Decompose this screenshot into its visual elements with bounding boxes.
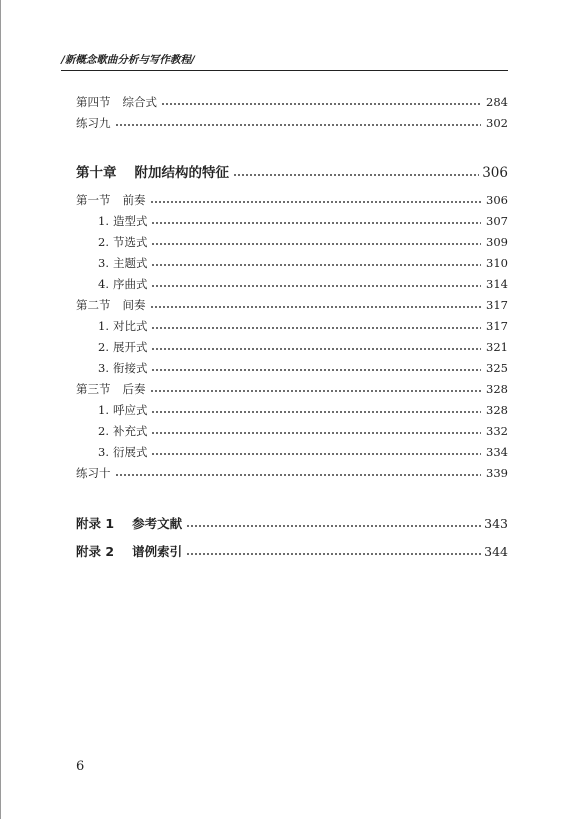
toc-entry[interactable] xyxy=(98,314,508,334)
toc-entry-number: 2. xyxy=(98,235,109,249)
dot-leader xyxy=(233,172,479,178)
dot-leader xyxy=(186,523,481,529)
table-of-contents xyxy=(1,0,587,819)
toc-entry[interactable] xyxy=(98,251,508,271)
dot-leader xyxy=(151,367,481,373)
toc-entry-page: 317 xyxy=(486,298,508,312)
toc-entry-page: 339 xyxy=(486,466,508,480)
toc-entry-number: 第三节 xyxy=(76,382,111,396)
toc-entry-title: 练习十 xyxy=(76,466,111,480)
toc-entry-title: 间奏 xyxy=(122,298,146,312)
dot-leader xyxy=(151,283,481,289)
toc-entry[interactable] xyxy=(98,440,508,460)
toc-appendix-entry[interactable] xyxy=(76,512,508,532)
toc-entry-page: 334 xyxy=(486,445,508,459)
toc-entry-page: 344 xyxy=(484,544,508,559)
toc-entry-page: 314 xyxy=(486,277,508,291)
dot-leader xyxy=(151,262,481,268)
toc-entry[interactable] xyxy=(98,398,508,418)
toc-entry-title: 谱例索引 xyxy=(132,544,183,559)
dot-leader xyxy=(186,551,481,557)
toc-chapter-entry[interactable] xyxy=(76,160,508,182)
dot-leader xyxy=(115,122,482,128)
toc-appendix-entry[interactable] xyxy=(76,540,508,560)
page-number: 6 xyxy=(76,759,85,774)
toc-entry[interactable] xyxy=(98,419,508,439)
toc-entry[interactable] xyxy=(76,188,508,208)
toc-entry-page: 332 xyxy=(486,424,508,438)
toc-entry-title: 衍展式 xyxy=(112,445,148,459)
toc-entry-page: 307 xyxy=(486,214,508,228)
toc-entry-page: 317 xyxy=(486,319,508,333)
toc-entry-title: 呼应式 xyxy=(112,403,148,417)
dot-leader xyxy=(151,451,481,457)
toc-entry-number: 第十章 xyxy=(76,165,117,181)
toc-entry-title: 后奏 xyxy=(122,382,146,396)
toc-entry-page: 310 xyxy=(486,256,508,270)
toc-entry[interactable] xyxy=(98,272,508,292)
toc-entry-title: 展开式 xyxy=(112,340,148,354)
dot-leader xyxy=(151,430,481,436)
dot-leader xyxy=(150,388,482,394)
toc-entry-title: 序曲式 xyxy=(112,277,148,291)
toc-entry-page: 343 xyxy=(484,516,508,531)
toc-entry-page: 306 xyxy=(486,193,508,207)
toc-entry-page: 284 xyxy=(486,95,508,109)
toc-entry-title: 参考文献 xyxy=(132,516,183,531)
dot-leader xyxy=(151,325,481,331)
toc-entry[interactable] xyxy=(98,230,508,250)
toc-entry[interactable] xyxy=(98,335,508,355)
toc-entry-title: 造型式 xyxy=(112,214,148,228)
dot-leader xyxy=(150,199,482,205)
toc-entry-number: 1. xyxy=(98,319,109,333)
dot-leader xyxy=(151,220,481,226)
running-header: /新概念歌曲分析与写作教程/ xyxy=(61,54,195,66)
toc-entry-number: 附录 1 xyxy=(76,516,115,531)
toc-entry-number: 2. xyxy=(98,424,109,438)
toc-entry-number: 附录 2 xyxy=(76,544,115,559)
toc-entry[interactable] xyxy=(76,90,508,110)
toc-entry-number: 第一节 xyxy=(76,193,111,207)
dot-leader xyxy=(150,304,482,310)
toc-entry-title: 对比式 xyxy=(112,319,148,333)
toc-entry-number: 第二节 xyxy=(76,298,111,312)
dot-leader xyxy=(151,409,481,415)
toc-entry-page: 328 xyxy=(486,382,508,396)
toc-entry-page: 325 xyxy=(486,361,508,375)
toc-entry[interactable] xyxy=(98,209,508,229)
toc-entry-number: 1. xyxy=(98,214,109,228)
toc-entry-page: 309 xyxy=(486,235,508,249)
toc-entry-number: 4. xyxy=(98,277,109,291)
toc-entry-number: 3. xyxy=(98,361,109,375)
toc-entry[interactable] xyxy=(76,461,508,481)
toc-entry-page: 302 xyxy=(486,116,508,130)
toc-entry-page: 328 xyxy=(486,403,508,417)
dot-leader xyxy=(151,346,481,352)
dot-leader xyxy=(115,472,482,478)
toc-entry-title: 前奏 xyxy=(122,193,146,207)
toc-entry[interactable] xyxy=(98,356,508,376)
toc-entry-page: 306 xyxy=(482,165,508,181)
dot-leader xyxy=(151,241,481,247)
toc-entry[interactable] xyxy=(76,111,508,131)
toc-entry[interactable] xyxy=(76,377,508,397)
dot-leader xyxy=(161,101,481,107)
toc-entry-number: 3. xyxy=(98,445,109,459)
toc-entry-title: 综合式 xyxy=(122,95,157,109)
toc-entry-number: 2. xyxy=(98,340,109,354)
toc-entry-number: 1. xyxy=(98,403,109,417)
toc-entry-page: 321 xyxy=(486,340,508,354)
toc-entry-title: 附加结构的特征 xyxy=(134,165,229,181)
toc-entry-title: 练习九 xyxy=(76,116,111,130)
toc-entry-title: 节选式 xyxy=(112,235,148,249)
toc-entry-title: 衔接式 xyxy=(112,361,148,375)
toc-entry-title: 主题式 xyxy=(112,256,148,270)
toc-entry-number: 第四节 xyxy=(76,95,111,109)
toc-entry[interactable] xyxy=(76,293,508,313)
toc-entry-title: 补充式 xyxy=(112,424,148,438)
toc-entry-number: 3. xyxy=(98,256,109,270)
